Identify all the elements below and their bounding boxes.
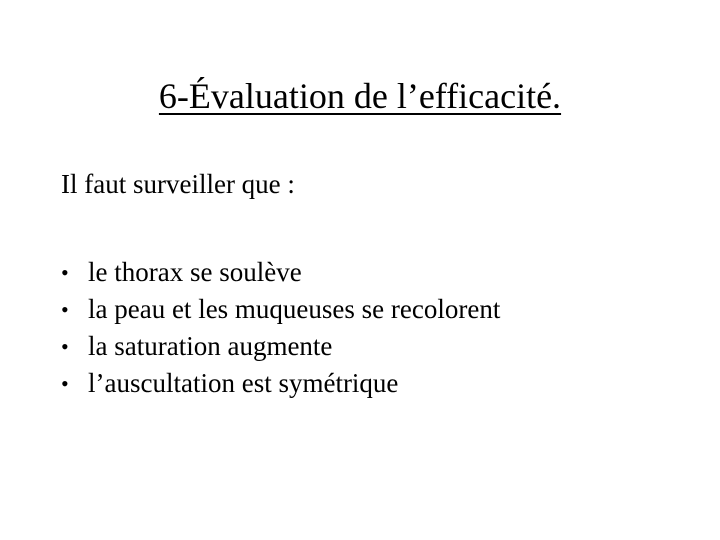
bullet-dot-icon: •	[61, 297, 69, 322]
bullet-dot-icon: •	[61, 371, 69, 396]
bullet-text: la peau et les muqueuses se recolorent	[88, 294, 501, 324]
slide-title	[0, 72, 720, 120]
bullet-text: la saturation augmente	[88, 331, 333, 361]
bullet-dot-icon: •	[61, 260, 69, 285]
bullet-text: le thorax se soulève	[88, 257, 302, 287]
slide-title-text: 6-Évaluation de l’efficacité.	[158, 76, 562, 116]
bullet-text: l’auscultation est symétrique	[88, 368, 399, 398]
intro-text: Il faut surveiller que :	[61, 169, 295, 199]
bullet-dot-icon: •	[61, 334, 69, 359]
